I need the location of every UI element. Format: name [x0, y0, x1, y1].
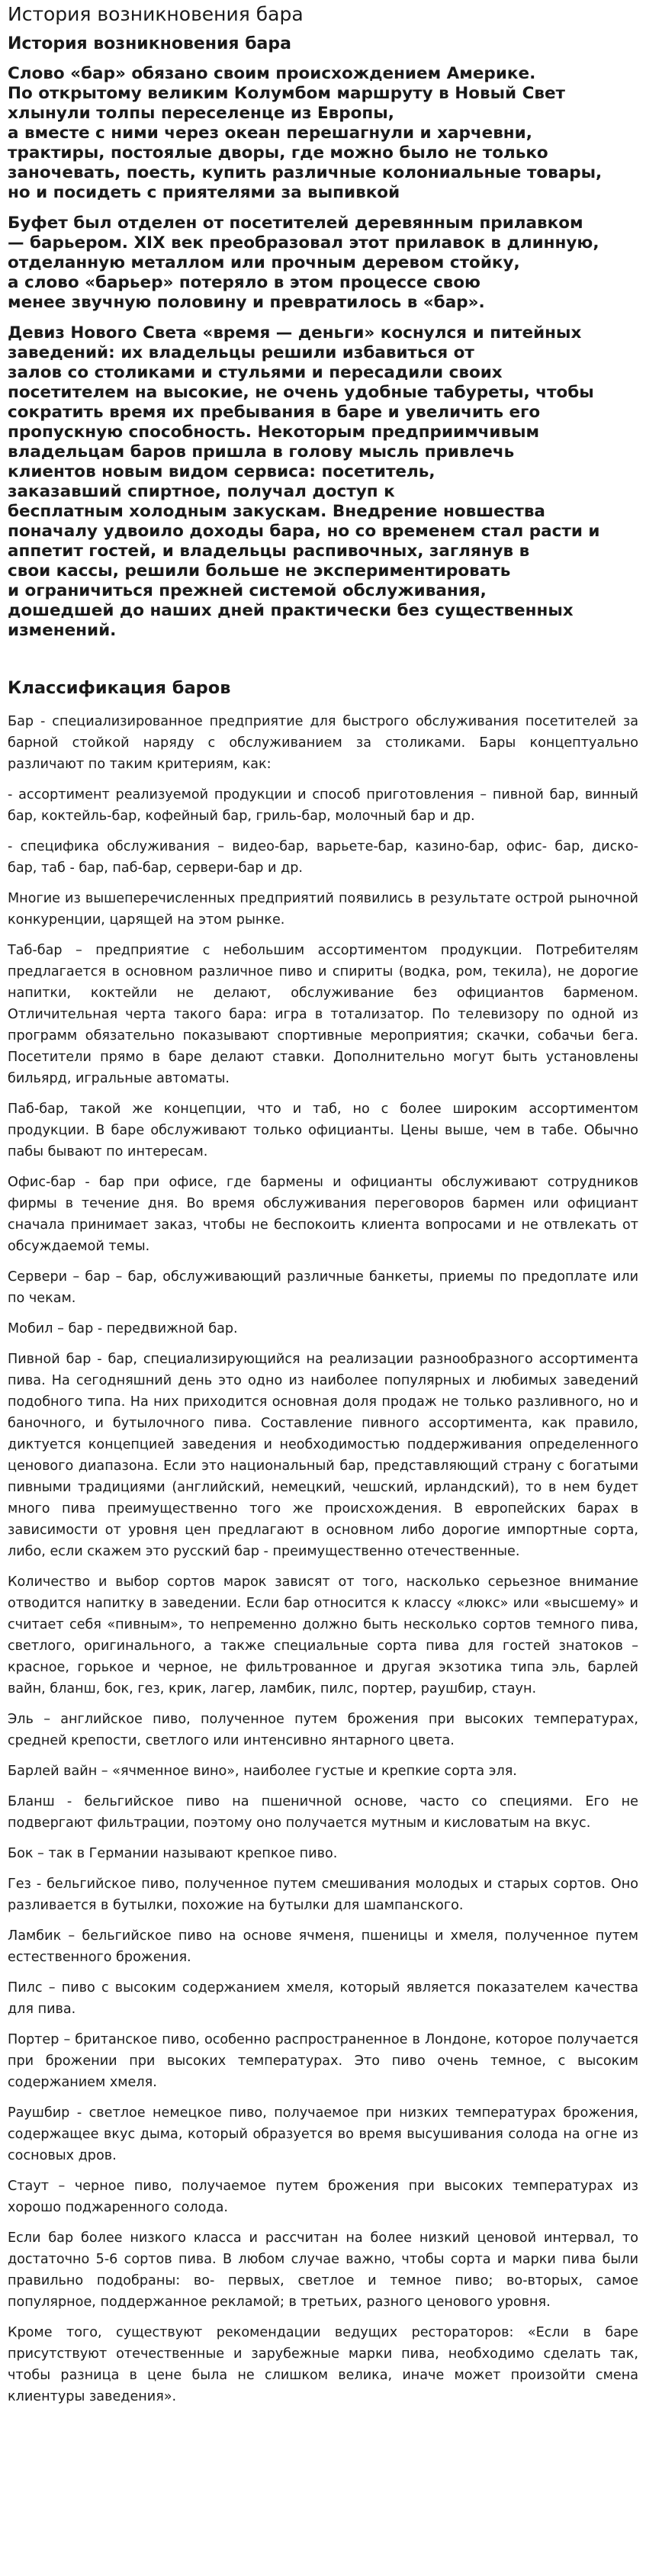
history-line: поначалу удвоило доходы бара, но со временем стал расти и	[8, 522, 600, 541]
history-section	[8, 64, 638, 641]
history-line: изменений.	[8, 621, 117, 640]
history-line: залов со столиками и стульями и пересадили своих	[8, 363, 503, 382]
history-paragraph	[8, 323, 638, 641]
history-paragraph	[8, 214, 638, 313]
history-line: отделанную металлом или прочным деревом стойку,	[8, 253, 520, 272]
classification-paragraph: Бланш - бельгийское пиво на пшеничной основе, часто со специями. Его не подвергают фильтрации, поэтому оно получается мутным и кисловатым на вкус.	[8, 1794, 638, 1831]
history-paragraph	[8, 64, 638, 203]
classification-paragraph: Паб-бар, такой же концепции, что и таб, но с более широким ассортиментом продукции. В баре обслуживают только официанты. Цены выше, чем в табе. Обычно пабы бывают по интересам.	[8, 1101, 638, 1159]
history-line: клиентов новым видом сервиса: посетитель,	[8, 462, 435, 481]
classification-paragraph: Сервери – бар – бар, обслуживающий различные банкеты, приемы по предоплате или по чекам.	[8, 1269, 638, 1306]
classification-paragraph: Пивной бар - бар, специализирующийся на реализации разнообразного ассортимента пива. На сегодняшний день это одно из наиболее популярных и любимых заведений подобного типа. На них приходится основная доля продаж не только разливного, но и баночного, и бутылочного пива. Составление пивного ассортимента, как правило, диктуется концепцией заведения и необходимостью поддерживания определенного ценового диапазона. Если это национальный бар, представляющий страну с богатыми пивными традициями (английский, немецкий, чешский, ирландский), то в нем будет много пива преимущественно того же происхождения. В европейских барах в зависимости от уровня цен предлагают в основном либо дорогие импортные сорта, либо, если скажем это русский бар - преимущественно отечественные.	[8, 1352, 638, 1559]
classification-paragraph: Кроме того, существуют рекомендации ведущих рестораторов: «Если в баре присутствуют отечественные и зарубежные марки пива, необходимо сделать так, чтобы разница в цене была не слишком велика, иначе может произойти смена клиентуры заведения».	[8, 2325, 638, 2404]
history-line: По открытому великим Колумбом маршруту в Новый Свет	[8, 84, 565, 103]
history-line: заночевать, поесть, купить различные колониальные товары,	[8, 163, 603, 182]
history-line: и ограничиться прежней системой обслуживания,	[8, 581, 487, 600]
classification-paragraph: Пилс – пиво с высоким содержанием хмеля, который является показателем качества для пива.	[8, 1980, 638, 2017]
classification-paragraph: Количество и выбор сортов марок зависят от того, насколько серьезное внимание отводится напитку в заведении. Если бар относится к классу «люкс» или «высшему» и считает себя «пивным», то непременно должно быть несколько сортов темного пива, светлого, оригинального, а также специальные сорта пива для гостей знатоков – красное, горькое и черное, не фильтрованное и другая экзотика типа эль, барлей вайн, бланш, бок, гез, крик, лагер, ламбик, пилс, портер, раушбир, стаун.	[8, 1574, 638, 1696]
classification-paragraph: Таб-бар – предприятие с небольшим ассортиментом продукции. Потребителям предлагается в основном различное пиво и спириты (водка, ром, текила), не дорогие напитки, коктейли не делают, обслуживание без официантов барменом. Отличительная черта такого бара: игра в тотализатор. По телевизору по одной из программ обязательно показывают спортивные мероприятия; скачки, собачьи бега. Посетители прямо в баре делают ставки. Дополнительно могут быть установлены бильярд, игральные автоматы.	[8, 943, 638, 1086]
history-line: пропускную способность. Некоторым предприимчивым	[8, 423, 540, 442]
classification-paragraph: Портер – британское пиво, особенно распространенное в Лондоне, которое получается при брожении при высоких температурах. Это пиво очень темное, с высоким содержанием хмеля.	[8, 2032, 638, 2090]
history-line: Слово «бар» обязано своим происхождением Америке.	[8, 64, 536, 83]
classification-paragraph: Эль – английское пиво, полученное путем брожения при высоких температурах, средней крепости, светлого или интенсивно янтарного цвета.	[8, 1712, 638, 1748]
classification-paragraph: Мобил – бар - передвижной бар.	[8, 1321, 238, 1336]
history-line: а вместе с ними через океан перешагнули и харчевни,	[8, 124, 532, 143]
classification-paragraph: - специфика обслуживания – видео-бар, варьете-бар, казино-бар, офис- бар, диско- бар, таб - бар, паб-бар, сервери-бар и др.	[8, 839, 638, 876]
classification-paragraph: Стаут – черное пиво, получаемое путем брожения при высоких температурах из хорошо поджаренного солода.	[8, 2179, 638, 2215]
classification-section	[8, 711, 638, 2407]
history-heading: История возникновения бара	[8, 34, 291, 53]
document-title: История возникновения бара	[8, 3, 304, 25]
classification-paragraph: Гез - бельгийское пиво, полученное путем смешивания молодых и старых сортов. Оно разливается в бутылки, похожие на бутылки для шампанского.	[8, 1877, 638, 1913]
classification-heading: Классификация баров	[8, 678, 231, 698]
history-line: менее звучную половину и превратилось в «бар».	[8, 293, 485, 312]
history-line: свои кассы, решили больше не экспериментировать	[8, 561, 511, 580]
classification-paragraph: - ассортимент реализуемой продукции и способ приготовления – пивной бар, винный бар, коктейль-бар, кофейный бар, гриль-бар, молочный бар и др.	[8, 787, 638, 824]
classification-paragraph: Ламбик – бельгийское пиво на основе ячменя, пшеницы и хмеля, полученное путем естественного брожения.	[8, 1928, 638, 1965]
classification-paragraph: Офис-бар - бар при офисе, где бармены и официанты обслуживают сотрудников фирмы в течение дня. Во время обслуживания переговоров бармен или официант сначала принимает заказ, чтобы не беспокоить клиента вопросами и не отвлекать от обсуждаемой темы.	[8, 1175, 638, 1254]
history-line: Буфет был отделен от посетителей деревянным прилавком	[8, 214, 583, 233]
classification-paragraph: Барлей вайн – «ячменное вино», наиболее густые и крепкие сорта эля.	[8, 1764, 517, 1779]
history-line: Девиз Нового Света «время — деньги» коснулся и питейных	[8, 323, 582, 343]
history-line: владельцам баров пришла в голову мысль привлечь	[8, 442, 515, 461]
classification-paragraph: Раушбир - светлое немецкое пиво, получаемое при низких температурах брожения, содержащее вкус дыма, который образуется во время высушивания солода на огне из сосновых дров.	[8, 2105, 638, 2163]
history-line: заказавший спиртное, получал доступ к	[8, 482, 395, 501]
history-line: аппетит гостей, и владельцы распивочных, заглянув в	[8, 542, 530, 561]
history-line: — барьером. XIX век преобразовал этот прилавок в длинную,	[8, 233, 599, 252]
history-line: хлынули толпы переселенце из Европы,	[8, 104, 394, 123]
history-line: дошедшей до наших дней практически без существенных	[8, 601, 574, 620]
classification-paragraph: Бар - специализированное предприятие для быстрого обслуживания посетителей за барной стойкой наряду с обслуживанием за столиками. Бары концептуально различают по таким критериям, как:	[8, 714, 638, 772]
history-line: сократить время их пребывания в баре и увеличить его	[8, 403, 541, 422]
history-line: а слово «барьер» потеряло в этом процессе свою	[8, 273, 480, 292]
classification-paragraph: Если бар более низкого класса и рассчитан на более низкий ценовой интервал, то достаточно 5-6 сортов пива. В любом случае важно, чтобы сорта и марки пива были правильно подобраны: во- первых, светлое и темное пиво; во-вторых, самое популярное, поддержанное рекламой; в третьих, разного ценового уровня.	[8, 2230, 638, 2310]
history-line: посетителем на высокие, не очень удобные табуреты, чтобы	[8, 383, 594, 402]
section-spacer	[8, 651, 638, 677]
classification-paragraph: Бок – так в Германии называют крепкое пиво.	[8, 1846, 338, 1861]
classification-paragraph: Многие из вышеперечисленных предприятий появились в результате острой рыночной конкуренции, царящей на этом рынке.	[8, 891, 638, 928]
history-line: бесплатным холодным закускам. Внедрение новшества	[8, 502, 545, 521]
history-line: но и посидеть с приятелями за выпивкой	[8, 183, 400, 202]
history-line: трактиры, постоялые дворы, где можно было не только	[8, 143, 548, 162]
history-line: заведений: их владельцы решили избавиться от	[8, 343, 474, 362]
